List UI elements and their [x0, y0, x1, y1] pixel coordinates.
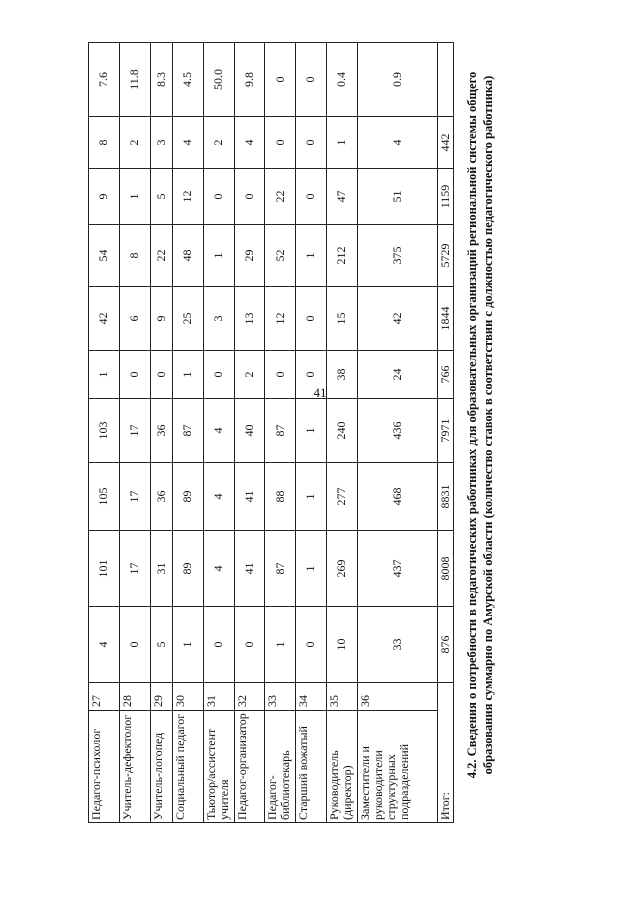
table-cell: 4	[203, 531, 234, 607]
table-cell: 2	[119, 117, 150, 169]
table-cell: 12	[265, 287, 296, 351]
table-cell: 212	[326, 225, 357, 287]
table-cell: 51	[357, 169, 437, 225]
table-cell: 9	[150, 287, 173, 351]
table-cell: 12	[173, 169, 204, 225]
table-cell: 468	[357, 463, 437, 531]
page-number: 41	[313, 385, 327, 400]
row-position-name: Педагог-организатор	[234, 711, 265, 823]
table-cell: 0	[234, 169, 265, 225]
table-cell: 0	[203, 169, 234, 225]
row-position-name: Тьютор/ассистент учителя	[203, 711, 234, 823]
table-cell: 0	[119, 607, 150, 683]
table-row	[357, 43, 437, 823]
row-number: 32	[234, 683, 265, 711]
table-cell: 9.8	[234, 43, 265, 117]
table-cell: 8	[89, 117, 120, 169]
total-cell: 1844	[437, 287, 453, 351]
total-cell: 766	[437, 351, 453, 399]
table-cell: 87	[265, 399, 296, 463]
table-row	[173, 43, 204, 823]
table-cell: 0	[296, 607, 327, 683]
table-cell: 0	[234, 607, 265, 683]
table-cell: 36	[150, 399, 173, 463]
table-cell: 1	[326, 117, 357, 169]
table-cell: 4.5	[173, 43, 204, 117]
table-cell: 33	[357, 607, 437, 683]
table-cell: 24	[357, 351, 437, 399]
table-cell: 3	[150, 117, 173, 169]
table-cell: 47	[326, 169, 357, 225]
row-position-name: Учитель-логопед	[150, 711, 173, 823]
table-cell: 101	[89, 531, 120, 607]
total-cell: 5729	[437, 225, 453, 287]
table-cell: 15	[326, 287, 357, 351]
table-cell: 87	[173, 399, 204, 463]
table-cell: 0	[203, 607, 234, 683]
table-cell: 436	[357, 399, 437, 463]
total-label: Итог:	[437, 683, 453, 823]
table-cell: 1	[203, 225, 234, 287]
table-cell: 103	[89, 399, 120, 463]
table-cell: 0	[265, 117, 296, 169]
row-position-name: Педагог-библиотекарь	[265, 711, 296, 823]
table-caption: 4.2. Сведения о потребности в педагогических работниках для образовательных организаций региональной системы общего образования суммарно по Амурской области (количество ставок в соответствии с должностью педагогического работника)	[465, 71, 495, 779]
table-cell: 17	[119, 463, 150, 531]
table-cell: 0	[119, 351, 150, 399]
table-cell: 0	[203, 351, 234, 399]
table-cell: 31	[150, 531, 173, 607]
row-position-name: Учитель-дефектолог	[119, 711, 150, 823]
table-cell: 277	[326, 463, 357, 531]
table-cell: 88	[265, 463, 296, 531]
total-cell: 8008	[437, 531, 453, 607]
table-cell: 0	[296, 351, 327, 399]
table-cell: 2	[234, 351, 265, 399]
table-cell: 6	[119, 287, 150, 351]
table-cell: 87	[265, 531, 296, 607]
table-cell: 11.8	[119, 43, 150, 117]
table-cell: 17	[119, 531, 150, 607]
table-cell: 7.6	[89, 43, 120, 117]
table-cell: 4	[234, 117, 265, 169]
table-cell: 1	[173, 351, 204, 399]
row-number: 29	[150, 683, 173, 711]
table-cell: 36	[150, 463, 173, 531]
table-cell: 89	[173, 531, 204, 607]
table-row	[203, 43, 234, 823]
table-cell: 1	[296, 531, 327, 607]
table-row	[89, 43, 120, 823]
row-number: 28	[119, 683, 150, 711]
table-cell: 1	[119, 169, 150, 225]
table-cell: 2	[203, 117, 234, 169]
table-row	[296, 43, 327, 823]
row-position-name: Социальный педагог	[173, 711, 204, 823]
table-cell: 105	[89, 463, 120, 531]
table-cell: 48	[173, 225, 204, 287]
row-number: 34	[296, 683, 327, 711]
table-cell: 1	[296, 225, 327, 287]
table-cell: 1	[89, 351, 120, 399]
table-cell: 5	[150, 169, 173, 225]
table-cell: 3	[203, 287, 234, 351]
total-cell	[437, 43, 453, 117]
row-number: 33	[265, 683, 296, 711]
row-position-name: Руководитель (директор)	[326, 711, 357, 823]
table-cell: 0	[265, 43, 296, 117]
total-cell: 7971	[437, 399, 453, 463]
caption-region	[464, 60, 544, 790]
row-number: 31	[203, 683, 234, 711]
table-cell: 1	[265, 607, 296, 683]
table-cell: 0.4	[326, 43, 357, 117]
table-cell: 269	[326, 531, 357, 607]
table-row	[150, 43, 173, 823]
table-cell: 1	[296, 463, 327, 531]
table-cell: 8	[119, 225, 150, 287]
table-cell: 9	[89, 169, 120, 225]
table-cell: 42	[357, 287, 437, 351]
table-cell: 22	[265, 169, 296, 225]
table-cell: 17	[119, 399, 150, 463]
row-position-name: Старший вожатый	[296, 711, 327, 823]
table-row	[326, 43, 357, 823]
table-cell: 8.3	[150, 43, 173, 117]
table-cell: 0	[296, 169, 327, 225]
row-position-name: Заместители и руководители структурных подразделений	[357, 711, 437, 823]
row-number: 36	[357, 683, 437, 711]
table-cell: 4	[203, 399, 234, 463]
table-cell: 0	[265, 351, 296, 399]
table-cell: 13	[234, 287, 265, 351]
row-position-name: Педагог-психолог	[89, 711, 120, 823]
table-cell: 1	[173, 607, 204, 683]
table-cell: 0	[296, 117, 327, 169]
table-cell: 29	[234, 225, 265, 287]
table-cell: 25	[173, 287, 204, 351]
table-cell: 41	[234, 463, 265, 531]
table-cell: 4	[203, 463, 234, 531]
table-cell: 38	[326, 351, 357, 399]
table-cell: 0	[296, 287, 327, 351]
total-cell: 1159	[437, 169, 453, 225]
table-cell: 0.9	[357, 43, 437, 117]
table-cell: 42	[89, 287, 120, 351]
table-cell: 4	[89, 607, 120, 683]
table-cell: 22	[150, 225, 173, 287]
table-cell: 52	[265, 225, 296, 287]
total-cell: 442	[437, 117, 453, 169]
table-cell: 437	[357, 531, 437, 607]
total-cell: 876	[437, 607, 453, 683]
table-row	[119, 43, 150, 823]
table-cell: 375	[357, 225, 437, 287]
table-cell: 41	[234, 531, 265, 607]
table-cell: 240	[326, 399, 357, 463]
table-cell: 89	[173, 463, 204, 531]
table-region	[88, 43, 454, 823]
row-number: 27	[89, 683, 120, 711]
table-cell: 0	[296, 43, 327, 117]
table-cell: 5	[150, 607, 173, 683]
row-number: 30	[173, 683, 204, 711]
table-cell: 40	[234, 399, 265, 463]
table-cell: 4	[173, 117, 204, 169]
table-cell: 4	[357, 117, 437, 169]
table-cell: 50.0	[203, 43, 234, 117]
table-cell: 0	[150, 351, 173, 399]
table-row	[265, 43, 296, 823]
table-cell: 10	[326, 607, 357, 683]
table-cell: 1	[296, 399, 327, 463]
total-cell: 8831	[437, 463, 453, 531]
table-row	[234, 43, 265, 823]
total-row	[437, 43, 453, 823]
table-cell: 54	[89, 225, 120, 287]
row-number: 35	[326, 683, 357, 711]
staffing-table	[88, 42, 454, 823]
